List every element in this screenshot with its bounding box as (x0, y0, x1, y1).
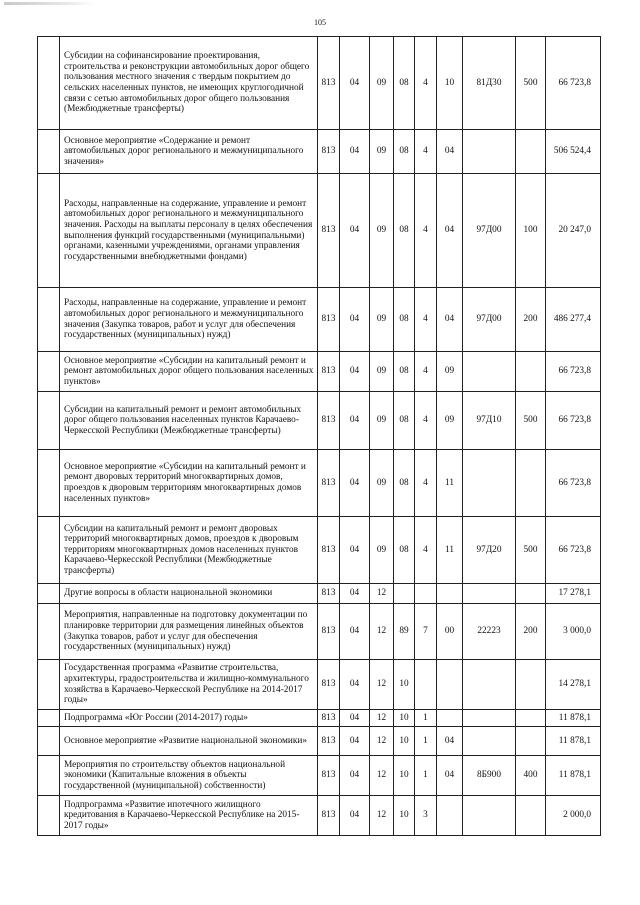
amount-cell: 11 878,1 (546, 710, 601, 727)
expense-type-code-cell: 100 (516, 174, 546, 288)
subprogram-code-cell: 7 (415, 604, 437, 660)
expense-type-code-cell: 500 (516, 392, 546, 450)
event-code-cell: 10 (437, 37, 463, 130)
scan-artifact (4, 2, 94, 5)
subprogram-code-cell (415, 584, 437, 604)
article-code-cell (463, 727, 516, 756)
row-number-cell (38, 756, 60, 796)
department-code-cell: 813 (318, 352, 340, 392)
expense-type-code-cell: 400 (516, 756, 546, 796)
expense-name-cell: Основное мероприятие «Содержание и ремонт автомобильных дорог регионального и межмуниципального значения» (60, 130, 318, 174)
subprogram-code-cell: 1 (415, 710, 437, 727)
department-code-cell: 813 (318, 174, 340, 288)
subsection-code-cell: 09 (370, 37, 394, 130)
event-code-cell: 00 (437, 604, 463, 660)
department-code-cell: 813 (318, 130, 340, 174)
table-row (38, 710, 601, 727)
table-row (38, 727, 601, 756)
row-number-cell (38, 130, 60, 174)
department-code-cell: 813 (318, 710, 340, 727)
expense-name-cell: Субсидии на софинансирование проектирования, строительства и реконструкции автомобильных дорог общего пользования местного значения с твердым покрытием до сельских населенных пунктов, не имеющих круглогодичной связи с сетью автомобильных дорог общего пользования (Межбюджетные трансферты) (60, 37, 318, 130)
subprogram-code-cell: 4 (415, 392, 437, 450)
subprogram-code-cell: 4 (415, 37, 437, 130)
amount-cell: 66 723,8 (546, 352, 601, 392)
amount-cell: 66 723,8 (546, 517, 601, 584)
amount-cell: 486 277,4 (546, 288, 601, 352)
subprogram-code-cell (415, 660, 437, 710)
expense-type-code-cell (516, 352, 546, 392)
department-code-cell: 813 (318, 796, 340, 836)
expense-type-code-cell (516, 450, 546, 517)
department-code-cell: 813 (318, 604, 340, 660)
subprogram-code-cell: 4 (415, 517, 437, 584)
amount-cell: 20 247,0 (546, 174, 601, 288)
section-code-cell: 04 (340, 392, 370, 450)
subsection-code-cell: 09 (370, 517, 394, 584)
subprogram-code-cell: 3 (415, 796, 437, 836)
table-row (38, 584, 601, 604)
expense-name-cell: Подпрограмма «Юг России (2014-2017) годы» (60, 710, 318, 727)
expense-name-cell: Мероприятия по строительству объектов национальной экономики (Капитальные вложения в объекты государственной (муниципальной) собственности) (60, 756, 318, 796)
section-code-cell: 04 (340, 710, 370, 727)
subprogram-code-cell: 4 (415, 174, 437, 288)
department-code-cell: 813 (318, 37, 340, 130)
section-code-cell: 04 (340, 756, 370, 796)
amount-cell: 2 000,0 (546, 796, 601, 836)
section-code-cell: 04 (340, 130, 370, 174)
amount-cell: 506 524,4 (546, 130, 601, 174)
table-row (38, 517, 601, 584)
section-code-cell: 04 (340, 37, 370, 130)
section-code-cell: 04 (340, 288, 370, 352)
section-code-cell: 04 (340, 660, 370, 710)
amount-cell: 66 723,8 (546, 450, 601, 517)
department-code-cell: 813 (318, 727, 340, 756)
article-code-cell: 97Д10 (463, 392, 516, 450)
subprogram-code-cell: 1 (415, 727, 437, 756)
table-row (38, 660, 601, 710)
expense-name-cell: Основное мероприятие «Субсидии на капитальный ремонт и ремонт дворовых территорий многоквартирных домов, проездов к дворовым территориям многоквартирных домов населенных пунктов» (60, 450, 318, 517)
section-code-cell: 04 (340, 796, 370, 836)
amount-cell: 66 723,8 (546, 37, 601, 130)
program-code-cell: 10 (394, 756, 415, 796)
program-code-cell: 10 (394, 710, 415, 727)
expense-type-code-cell: 200 (516, 288, 546, 352)
amount-cell: 3 000,0 (546, 604, 601, 660)
expense-name-cell: Субсидии на капитальный ремонт и ремонт дворовых территорий многоквартирных домов, проездов к дворовым территориям многоквартирных домов населенных пунктов Карачаево-Черкесской Республики (Межбюджетные трансферты) (60, 517, 318, 584)
expense-name-cell: Государственная программа «Развитие строительства, архитектуры, градостроительства и жилищно-коммунального хозяйства в Карачаево-Черкесской Республике на 2014-2017 годы» (60, 660, 318, 710)
expense-name-cell: Подпрограмма «Развитие ипотечного жилищного кредитования в Карачаево-Черкесской Республике на 2015-2017 годы» (60, 796, 318, 836)
event-code-cell: 04 (437, 756, 463, 796)
amount-cell: 14 278,1 (546, 660, 601, 710)
expense-name-cell: Основное мероприятие «Развитие национальной экономики» (60, 727, 318, 756)
article-code-cell: 97Д00 (463, 174, 516, 288)
program-code-cell: 08 (394, 352, 415, 392)
program-code-cell: 10 (394, 727, 415, 756)
expense-name-cell: Основное мероприятие «Субсидии на капитальный ремонт и ремонт автомобильных дорог общего пользования населенных пунктов» (60, 352, 318, 392)
section-code-cell: 04 (340, 174, 370, 288)
subsection-code-cell: 09 (370, 174, 394, 288)
amount-cell: 66 723,8 (546, 392, 601, 450)
subprogram-code-cell: 1 (415, 756, 437, 796)
row-number-cell (38, 174, 60, 288)
section-code-cell: 04 (340, 517, 370, 584)
row-number-cell (38, 392, 60, 450)
subprogram-code-cell: 4 (415, 450, 437, 517)
table-row (38, 756, 601, 796)
subsection-code-cell: 09 (370, 130, 394, 174)
subprogram-code-cell: 4 (415, 288, 437, 352)
program-code-cell: 89 (394, 604, 415, 660)
event-code-cell: 04 (437, 174, 463, 288)
expense-type-code-cell: 500 (516, 517, 546, 584)
subsection-code-cell: 12 (370, 660, 394, 710)
program-code-cell: 10 (394, 796, 415, 836)
row-number-cell (38, 727, 60, 756)
amount-cell: 17 278,1 (546, 584, 601, 604)
department-code-cell: 813 (318, 392, 340, 450)
row-number-cell (38, 288, 60, 352)
row-number-cell (38, 604, 60, 660)
department-code-cell: 813 (318, 660, 340, 710)
article-code-cell (463, 352, 516, 392)
subsection-code-cell: 12 (370, 604, 394, 660)
event-code-cell (437, 584, 463, 604)
subsection-code-cell: 12 (370, 584, 394, 604)
event-code-cell: 04 (437, 727, 463, 756)
subsection-code-cell: 12 (370, 727, 394, 756)
row-number-cell (38, 710, 60, 727)
subprogram-code-cell: 4 (415, 130, 437, 174)
subsection-code-cell: 09 (370, 450, 394, 517)
expense-name-cell: Мероприятия, направленные на подготовку документации по планировке территории для размещения линейных объектов (Закупка товаров, работ и услуг для обеспечения государственных (муниципальных) нужд) (60, 604, 318, 660)
article-code-cell (463, 130, 516, 174)
subsection-code-cell: 12 (370, 756, 394, 796)
section-code-cell: 04 (340, 450, 370, 517)
program-code-cell: 10 (394, 660, 415, 710)
table-row (38, 450, 601, 517)
table-row (38, 352, 601, 392)
article-code-cell (463, 660, 516, 710)
event-code-cell: 09 (437, 392, 463, 450)
department-code-cell: 813 (318, 288, 340, 352)
expense-type-code-cell (516, 727, 546, 756)
article-code-cell: 97Д20 (463, 517, 516, 584)
article-code-cell: 8Б900 (463, 756, 516, 796)
event-code-cell: 09 (437, 352, 463, 392)
section-code-cell: 04 (340, 604, 370, 660)
article-code-cell: 22223 (463, 604, 516, 660)
expense-type-code-cell (516, 584, 546, 604)
program-code-cell: 08 (394, 450, 415, 517)
expense-name-cell: Другие вопросы в области национальной экономики (60, 584, 318, 604)
article-code-cell: 97Д00 (463, 288, 516, 352)
program-code-cell: 08 (394, 174, 415, 288)
expense-type-code-cell: 500 (516, 37, 546, 130)
article-code-cell (463, 796, 516, 836)
row-number-cell (38, 450, 60, 517)
article-code-cell (463, 710, 516, 727)
department-code-cell: 813 (318, 584, 340, 604)
article-code-cell (463, 584, 516, 604)
amount-cell: 11 878,1 (546, 756, 601, 796)
amount-cell: 11 878,1 (546, 727, 601, 756)
expense-type-code-cell (516, 710, 546, 727)
page-number: 105 (314, 18, 326, 27)
event-code-cell: 04 (437, 130, 463, 174)
expense-type-code-cell (516, 660, 546, 710)
row-number-cell (38, 660, 60, 710)
section-code-cell: 04 (340, 352, 370, 392)
article-code-cell: 81Д30 (463, 37, 516, 130)
subsection-code-cell: 09 (370, 288, 394, 352)
event-code-cell (437, 710, 463, 727)
event-code-cell: 11 (437, 450, 463, 517)
program-code-cell: 08 (394, 37, 415, 130)
table-body (38, 37, 601, 836)
row-number-cell (38, 517, 60, 584)
expense-type-code-cell: 200 (516, 604, 546, 660)
row-number-cell (38, 584, 60, 604)
department-code-cell: 813 (318, 517, 340, 584)
subsection-code-cell: 09 (370, 392, 394, 450)
expense-type-code-cell (516, 796, 546, 836)
row-number-cell (38, 37, 60, 130)
table-row (38, 37, 601, 130)
table-row (38, 604, 601, 660)
program-code-cell: 08 (394, 288, 415, 352)
department-code-cell: 813 (318, 450, 340, 517)
expense-name-cell: Расходы, направленные на содержание, управление и ремонт автомобильных дорог регионального и межмуниципального значения. Расходы на выплаты персоналу в целях обеспечения выполнения функций государственными (муниципальными) органами, казенными учреждениями, органами управления государственными внебюджетными фондами) (60, 174, 318, 288)
section-code-cell: 04 (340, 584, 370, 604)
program-code-cell: 08 (394, 130, 415, 174)
row-number-cell (38, 352, 60, 392)
expense-name-cell: Расходы, направленные на содержание, управление и ремонт автомобильных дорог регионального и межмуниципального значения (Закупка товаров, работ и услуг для обеспечения государственных (муниципальных) нужд) (60, 288, 318, 352)
table-row (38, 796, 601, 836)
program-code-cell (394, 584, 415, 604)
expense-type-code-cell (516, 130, 546, 174)
expense-name-cell: Субсидии на капитальный ремонт и ремонт автомобильных дорог общего пользования населенных пунктов Карачаево-Черкесской Республики (Межбюджетные трансферты) (60, 392, 318, 450)
event-code-cell: 11 (437, 517, 463, 584)
program-code-cell: 08 (394, 392, 415, 450)
section-code-cell: 04 (340, 727, 370, 756)
table-row (38, 392, 601, 450)
subsection-code-cell: 09 (370, 352, 394, 392)
article-code-cell (463, 450, 516, 517)
subprogram-code-cell: 4 (415, 352, 437, 392)
budget-table (37, 36, 601, 836)
table-row (38, 288, 601, 352)
event-code-cell: 04 (437, 288, 463, 352)
row-number-cell (38, 796, 60, 836)
subsection-code-cell: 12 (370, 796, 394, 836)
table-row (38, 130, 601, 174)
event-code-cell (437, 796, 463, 836)
department-code-cell: 813 (318, 756, 340, 796)
program-code-cell: 08 (394, 517, 415, 584)
event-code-cell (437, 660, 463, 710)
table-row (38, 174, 601, 288)
subsection-code-cell: 12 (370, 710, 394, 727)
